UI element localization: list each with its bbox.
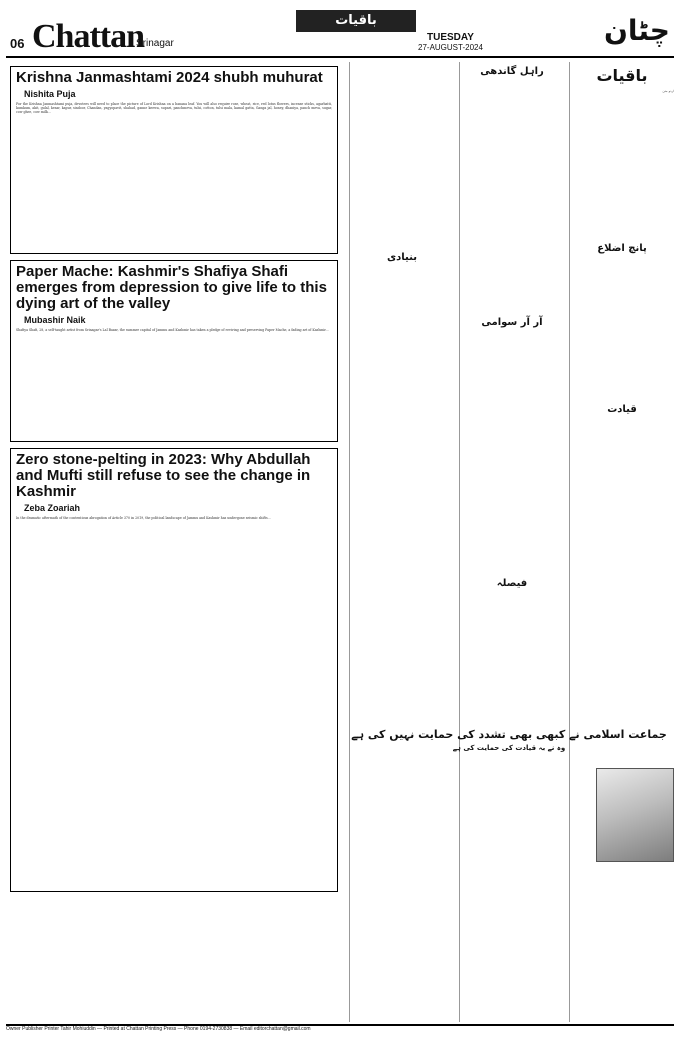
- date-block: [418, 32, 483, 52]
- article-title: Zero stone-pelting in 2023: Why Abdullah and Mufti still refuse to see the change in Kashmir: [16, 451, 311, 500]
- article-title: Krishna Janmashtami 2024 shubh muhurat: [16, 69, 323, 86]
- footer: Owner Publisher Printer Tahir Mohiuddin — Printed at Chattan Printing Press — Phone 0194-2730838 — Email editorchattan@gmail.com: [6, 1024, 674, 1038]
- urdu-subheadline: وہ نے بہ قیادت کی حمایت کی ہے: [452, 744, 566, 752]
- logo: Chattan: [32, 18, 145, 55]
- urdu-body: اردو متن: [662, 89, 674, 93]
- urdu-heading: بنیادی: [387, 252, 417, 263]
- article-body: For the Krishna Janmashtami puja, devotees will need to place the picture of Lord Krishna on a banana leaf. You will also require rose, wheat, rice, red lotus flowers, incense sticks, agarbatti, kumkum, akit, gulal, kesar, kapur, sindoor, Chandan, yagyopavit, shahad, ganne keewa, supari, panchmeva, tulsi, cotton, tulsi mala, kamal gatta, Ganga jal, honey, dhaniya, panch meva, sugar, cow ghee, cow milk...: [16, 102, 332, 115]
- article-author: Zeba Zoariah: [24, 503, 81, 513]
- bottom-row: [10, 862, 674, 1022]
- urdu-headline-text: جماعت اسلامی نے کبھی بھی تشدد کی حمایت نہیں کی ہے: [351, 728, 667, 741]
- urdu-subheading: قیادت: [607, 404, 637, 416]
- portrait-photo: [596, 768, 674, 862]
- article-janmashtami: [10, 66, 338, 254]
- day: TUESDAY: [427, 32, 474, 43]
- article-stone-pelting: [10, 448, 338, 892]
- english-column: [10, 66, 338, 898]
- urdu-banner: باقیات: [296, 10, 416, 32]
- urdu-heading: راہل گاندھی: [480, 66, 544, 77]
- article-paper-mache: [10, 260, 338, 442]
- article-body: Shafiya Shafi, 28, a self-taught artist from Srinagar's Lal Bazar, the summer capital of Jammu and Kashmir has taken a pledge of reviving and preserving Paper Mache, a fading art of Kashmir...: [16, 328, 329, 332]
- article-body: In the dramatic aftermath of the contentious abrogation of Article 370 in 2019, the political landscape of Jammu and Kashmir has undergone seismic shifts...: [16, 516, 271, 520]
- article-author: Nishita Puja: [24, 89, 76, 99]
- urdu-headline: [344, 728, 674, 752]
- urdu-heading: باقیات: [596, 66, 648, 85]
- page-number: 06: [10, 36, 25, 51]
- city: Srinagar: [136, 38, 174, 49]
- masthead: [6, 4, 674, 58]
- date: 27-AUGUST-2024: [418, 43, 483, 52]
- urdu-logo: چٹان: [603, 14, 670, 47]
- urdu-subheading: آر آر سوامی: [481, 317, 543, 328]
- article-author: Mubashir Naik: [24, 315, 86, 325]
- article-title: Paper Mache: Kashmir's Shafiya Shafi emerges from depression to give life to this dying art of the valley: [16, 263, 327, 312]
- urdu-subheading: پانچ اضلاع: [597, 243, 647, 255]
- urdu-subheading: فیصلہ: [496, 578, 528, 589]
